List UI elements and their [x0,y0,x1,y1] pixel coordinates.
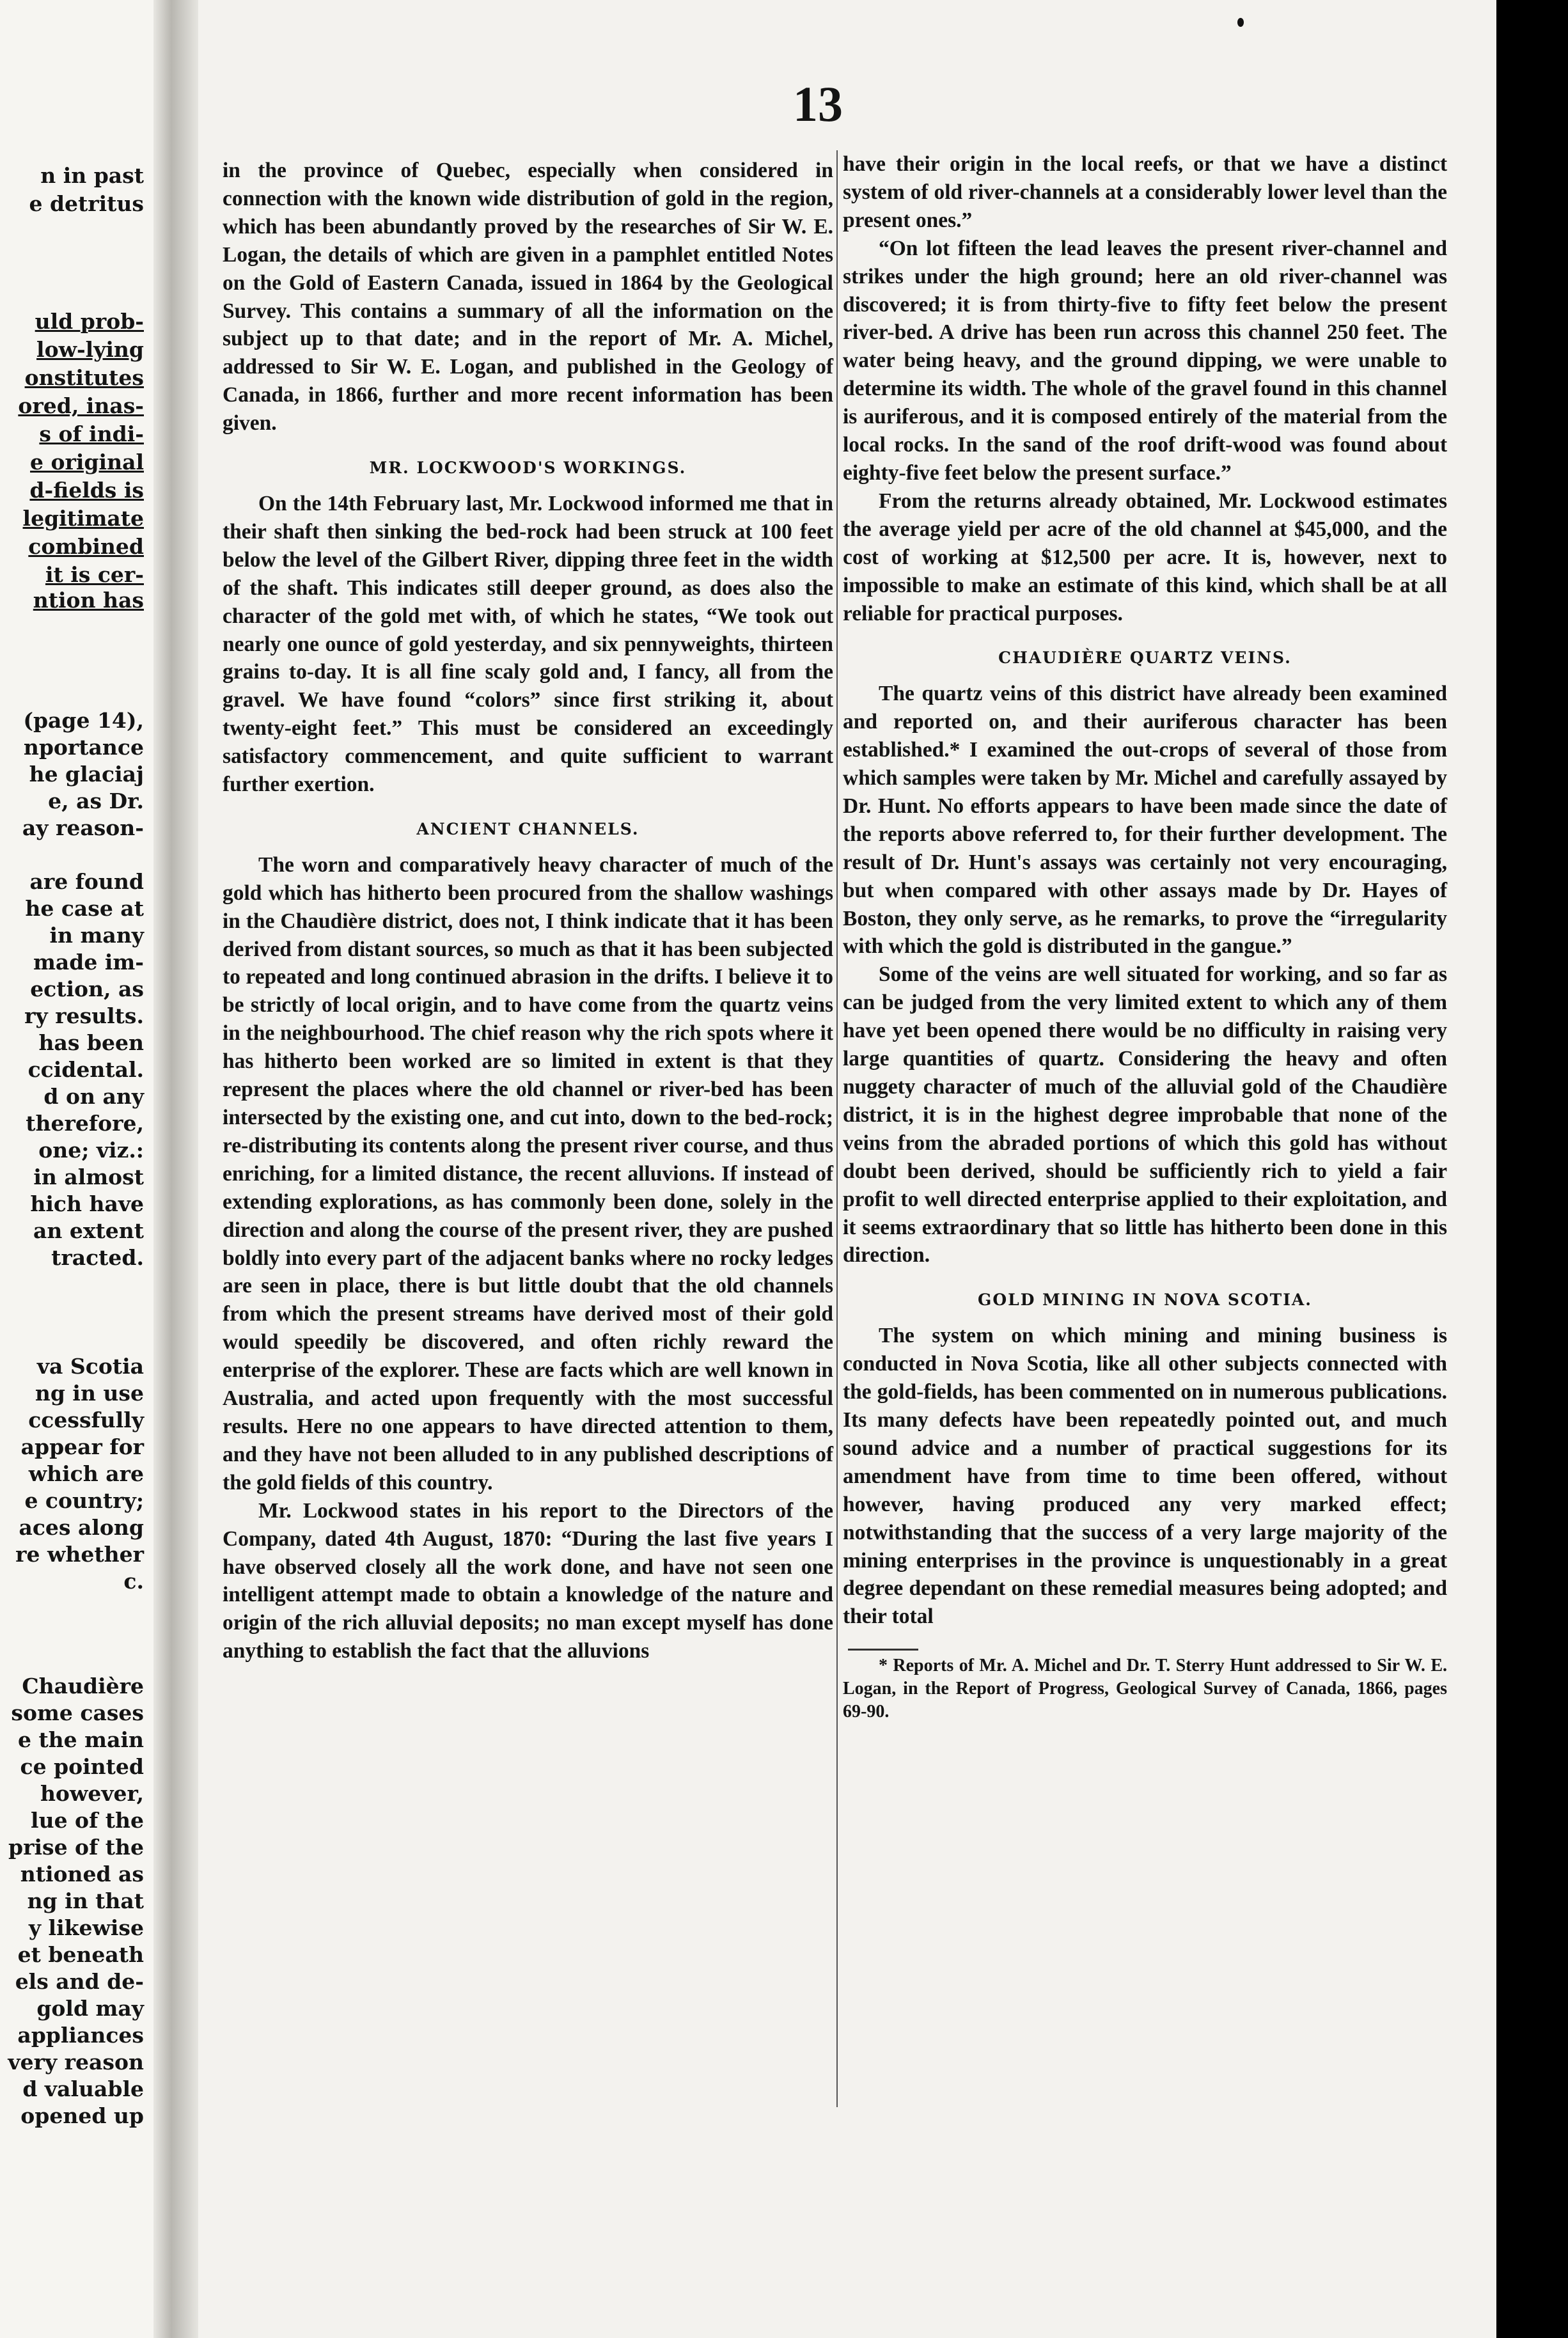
facing-page-line: re whether [15,1542,144,1567]
paragraph: “On lot fifteen the lead leaves the present river-channel and strikes under the high ground; here an old river-channel was discovered; it is from thirty-five to fifty feet below the present river-bed. A drive has been run across this channel 250 feet. The water being heavy, and the ground dipping, we were unable to determine its width. The whole of the gravel found in this channel is auriferous, and it is composed entirely of the material from the local rocks. In the sand of the roof drift-wood was found about eighty-five feet below the present surface.” [843,236,1447,485]
facing-page-line: low-lying [36,337,144,362]
facing-page-line: one; viz.: [38,1138,144,1163]
facing-page-line: ng in use [35,1381,144,1406]
facing-page-line: onstitutes [24,365,144,390]
facing-page-line: e original [30,450,144,475]
paragraph: The system on which mining and mining business is conducted in Nova Scotia, like all other subjects connected with the gold-fields, has been commented on in numerous publications. Its many defects have been repeatedly pointed out, and much sound advice and a number of practical suggestions for its amendment have from time to time been offered, without however, having produced any very marked effect; notwithstanding that the success of a very large majority of the mining enterprises in the province is unquestionably in a great degree dependant on these remedial measures being adopted; and their total [843,1324,1447,1629]
facing-page-line: et beneath [17,1942,144,1967]
facing-page-line: combined [28,534,144,559]
paragraph: in the province of Quebec, especially when considered in connection with the known wide distribution of gold in the region, which has been abundantly proved by the researches of Sir W. E. Logan, the details of which are given in a pamphlet entitled Notes on the Gold of Eastern Canada, issued in 1864 by the Geological Survey. This contains a summary of all the information on the subject up to that date; and in the report of Mr. A. Michel, addressed to Sir W. E. Logan, and published in the Geology of Canada, in 1866, further and more recent information has been given. [223,159,833,435]
facing-page-line: e detritus [29,191,144,216]
facing-page-line: ntion has [33,588,144,613]
facing-page-line: ce pointed [20,1754,144,1779]
facing-page-line: however, [40,1781,144,1806]
facing-page-line: n in past [40,163,144,188]
paragraph: On the 14th February last, Mr. Lockwood informed me that in their shaft then sinking the bed-rock had been struck at 100 feet below the level of the Gilbert River, dipping three feet in the width of the shaft. This indicates still deeper ground, as does also the character of the gold met with, of which he states, “We took out nearly one ounce of gold yesterday, and six pennyweights, thirteen grains to-day. It is all fine scaly gold and, I fancy, all from the gravel. We have found “colors” since first striking it, about twenty-eight feet.” This must be considered an exceedingly satisfactory commencement, and quite sufficient to warrant further exertion. [223,491,833,797]
facing-page-line: gold may [36,1996,144,2021]
facing-page-line: appear for [20,1434,144,1459]
paragraph: The worn and comparatively heavy character of much of the gold which has hitherto been procured from the shallow washings in the Chaudière district, does not, I think indicate that it has been derived from distant sources, so much as that it has been subjected to repeated and long continued abrasion in the drifts. I believe it to be strictly of local origin, and to have come from the quartz veins in the neighbourhood. The chief reason why the rich spots where it has hitherto been worked are so limited in extent is that they represent the places where the old channel or river-bed has been intersected by the existing one, and cut into, down to the bed-rock; re-distributing its contents along the present river course, and thus enriching, for a limited distance, the recent alluvions. If instead of extending explorations, as has commonly been done, solely in the direction and along the course of the present river, they are pushed boldly into every part of the adjacent banks where no rocky ledges are seen in place, there is but little doubt that the old channels from which the present streams have derived most of their gold would speedily be discovered, and often richly reward the enterprise of the explorer. These are facts which are well known in Australia, and acted upon frequently with the most successful results. Here no one appears to have directed attention to them, and they have not been alluded to in any published descriptions of the gold fields of this country. [223,852,833,1495]
facing-page-line: lue of the [31,1808,144,1833]
facing-page-line: very reason [8,2050,144,2075]
paragraph: Some of the veins are well situated for working, and so far as can be judged from the very limited extent to which any of them have yet been opened there would be no difficulty in raising very large quantities of quartz. Considering the heavy and often nuggety character of much of the alluvial gold of the Chaudière district, it is in the highest degree improbable that none of the veins from the abraded portions of which this gold has without doubt been derived, should be sufficiently rich to yield a fair profit to well directed enterprise applied to their exploitation, and it seems extraordinary that so little has hitherto been done in this direction. [843,962,1447,1267]
facing-page-line: made im- [33,950,144,975]
footnote: * Reports of Mr. A. Michel and Dr. T. Sterry Hunt addressed to Sir W. E. Logan, in the Report of Progress, Geological Survey of Canada, 1866, pages 69-90. [843,1656,1447,1722]
facing-page-line: ection, as [30,977,144,1001]
facing-page-line: ored, inas- [18,393,144,418]
facing-page-line: he case at [25,896,144,921]
facing-page-line: els and de- [15,1969,144,1994]
column-rule [836,150,838,2107]
facing-page-line: therefore, [26,1111,144,1136]
facing-page-line: nportance [23,735,144,760]
facing-page-line: c. [123,1569,144,1594]
facing-page-line: in almost [33,1165,144,1189]
section-heading: MR. LOCKWOOD'S WORKINGS. [369,459,687,478]
scan-border [1496,0,1568,2338]
facing-page-line: Chaudière [22,1674,144,1699]
facing-page-line: tracted. [51,1245,144,1270]
facing-page-line: appliances [17,2023,144,2048]
facing-page-line: prise of the [8,1835,144,1860]
page-number: 13 [793,76,843,132]
footnote-rule [848,1649,918,1651]
facing-page-line: ntioned as [20,1862,144,1887]
facing-page-fragment [0,0,157,2338]
left-column [223,157,833,1665]
facing-page-line: y likewise [28,1915,144,1940]
facing-page-line: ccidental. [27,1057,144,1082]
facing-page-line: va Scotia [36,1354,144,1379]
section-heading: GOLD MINING IN NOVA SCOTIA. [977,1291,1313,1310]
facing-page-line: e country; [24,1488,144,1513]
facing-page-line: ay reason- [22,815,144,840]
facing-page-line: hich have [30,1191,144,1216]
facing-page-line: which are [28,1461,144,1486]
facing-page-line: (page 14), [23,708,144,733]
binding-shadow [153,0,198,2338]
facing-page-line: are found [29,869,144,894]
facing-page-line: some cases [11,1700,144,1725]
facing-page-line: in many [49,923,144,948]
facing-page-line: aces along [19,1515,144,1540]
paragraph: From the returns already obtained, Mr. Lockwood estimates the average yield per acre of the old channel at $45,000, and the cost of working at $12,500 per acre. It is, however, next to impossible to make an estimate of this kind, which shall be at all reliable for practical purposes. [843,489,1447,625]
ink-speck [1237,18,1244,27]
facing-page-line: opened up [20,2103,144,2128]
facing-page-line: has been [38,1030,144,1055]
facing-page-line: d on any [43,1084,144,1109]
facing-page-line: an extent [33,1218,144,1243]
right-column [843,150,1447,1723]
facing-page-line: d-fields is [29,478,144,503]
facing-page-line: e, as Dr. [48,788,144,813]
facing-page-line: it is cer- [45,562,144,587]
paragraph: have their origin in the local reefs, or that we have a distinct system of old river-channels at a considerably lower level than the present ones.” [843,152,1447,232]
facing-page-line: ng in that [27,1888,144,1913]
facing-page-line: legitimate [22,506,144,531]
paragraph: Mr. Lockwood states in his report to the Directors of the Company, dated 4th August, 1870: “During the last five years I have observed closely all the work done, and have not seen one intelligent attempt made to obtain a knowledge of the nature and origin of the rich alluvial deposits; no man except myself has done anything to establish the fact that the alluvions [223,1498,833,1663]
facing-page-line: d valuable [22,2076,144,2101]
facing-page-line: e the main [17,1727,144,1752]
facing-page-line: s of indi- [39,421,144,446]
section-heading: ANCIENT CHANNELS. [416,819,639,838]
facing-page-line: uld prob- [35,309,144,334]
section-heading: CHAUDIÈRE QUARTZ VEINS. [998,648,1292,668]
facing-page-line: ry results. [24,1003,144,1028]
paragraph: The quartz veins of this district have already been examined and reported on, and their auriferous character has been established.* I examined the out-crops of several of those from which samples were taken by Mr. Michel and carefully assayed by Dr. Hunt. No efforts appears to have been made since the date of the reports above referred to, for their further development. The result of Dr. Hunt's assays was certainly not very encouraging, but when compared with other assays made by Dr. Hayes of Boston, they only serve, as he remarks, to prove the “irregularity with which the gold is distributed in the gangue.” [843,682,1447,959]
facing-page-line: he glaciaj [29,762,144,787]
facing-page-line: ccessfully [28,1408,144,1432]
